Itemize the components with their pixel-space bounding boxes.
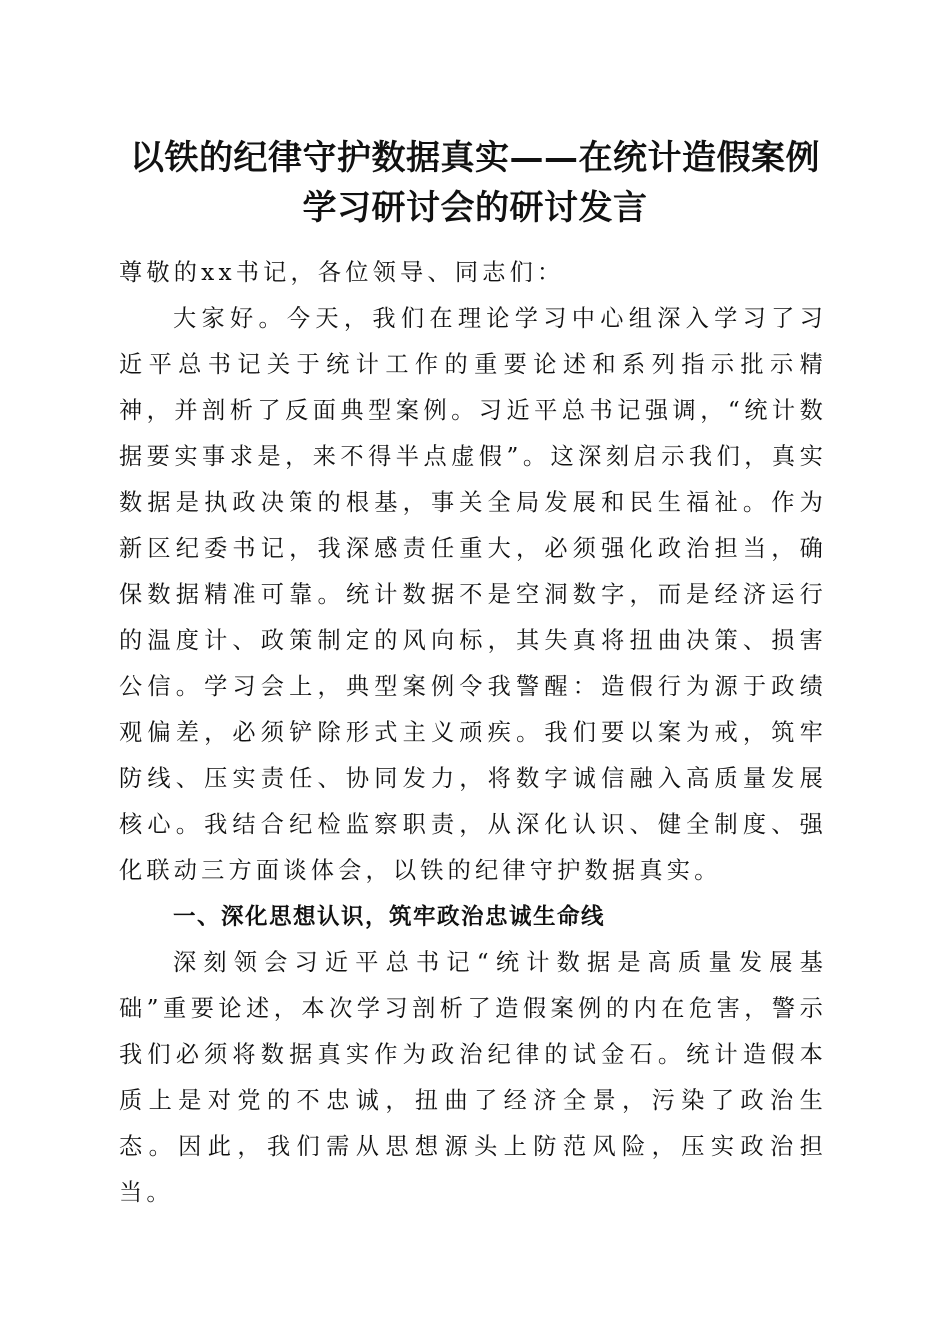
document-title bbox=[110, 133, 840, 233]
paragraph-section-1: 深刻领会习近平总书记“统计数据是高质量发展基础”重要论述，本次学习剖析了造假案例的内在危害，警示我们必须将数据真实作为政治纪律的试金石。统计造假本质上是对党的不忠诚，扭曲了经济全景，污染了政治生态。因此，我们需从思想源头上防范风险，压实政治担当。 bbox=[119, 949, 827, 1206]
title-line-2: 学习研讨会的研讨发言 bbox=[302, 188, 648, 228]
salutation: 尊敬的xx书记，各位领导、同志们： bbox=[119, 259, 565, 286]
title-line-1: 以铁的纪律守护数据真实——在统计造假案例 bbox=[130, 138, 820, 178]
paragraph-opening: 大家好。今天，我们在理论学习中心组深入学习了习近平总书记关于统计工作的重要论述和系列指示批示精神，并剖析了反面典型案例。习近平总书记强调，“统计数据要实事求是，来不得半点虚假”。这深刻启示我们，真实数据是执政决策的根基，事关全局发展和民生福祉。作为新区纪委书记，我深感责任重大，必须强化政治担当，确保数据精准可靠。统计数据不是空洞数字，而是经济运行的温度计、政策制定的风向标，其失真将扭曲决策、损害公信。学习会上，典型案例令我警醒：造假行为源于政绩观偏差，必须铲除形式主义顽疾。我们要以案为戒，筑牢防线、压实责任、协同发力，将数字诚信融入高质量发展核心。我结合纪检监察职责，从深化认识、健全制度、强化联动三方面谈体会，以铁的纪律守护数据真实。 bbox=[119, 305, 827, 884]
section-heading-1: 一、深化思想认识，筑牢政治忠诚生命线 bbox=[173, 904, 606, 930]
document-body bbox=[119, 250, 827, 1216]
